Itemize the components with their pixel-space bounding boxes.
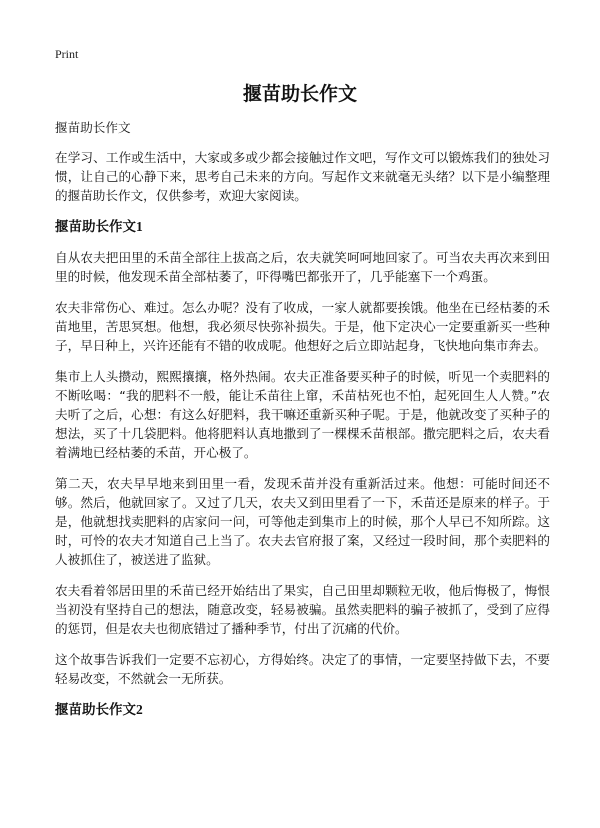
section-heading-1: 揠苗助长作文1 xyxy=(55,219,143,234)
article-body xyxy=(55,118,550,731)
page-title: 揠苗助长作文 xyxy=(242,83,357,105)
intro-paragraph: 在学习、工作或生活中，大家或多或少都会接触过作文吧，写作文可以锻炼我们的独处习惯，让自己的心静下来，思考自己未来的方向。写起作文来就毫无头绪？以下是小编整理的揠苗助长作文，仅供参考，欢迎大家阅读。 xyxy=(55,150,550,203)
paragraph: 自从农夫把田里的禾苗全部往上拔高之后，农夫就笑呵呵地回家了。可当农夫再次来到田里的时候，他发现禾苗全部枯萎了，吓得嘴巴都张开了，几乎能塞下一个鸡蛋。 xyxy=(55,250,550,284)
paragraph: 农夫非常伤心、难过。怎么办呢？没有了收成，一家人就都要挨饿。他坐在已经枯萎的禾苗地里，苦思冥想。他想，我必须尽快弥补损失。于是，他下定决心一定要重新买一些种子，早日种上，兴许还能有不错的收成呢。他想好之后立即站起身，飞快地向集市奔去。 xyxy=(55,300,550,353)
section-heading-2: 揠苗助长作文2 xyxy=(55,702,143,717)
paragraph: 集市上人头攒动，熙熙攘攘，格外热闹。农夫正准备要买种子的时候，听见一个卖肥料的不断吆喝：“我的肥料不一般，能让禾苗往上窜，禾苗枯死也不怕，起死回生人人赞。”农夫听了之后，心想：有这么好肥料，我干嘛还重新买种子呢。于是，他就改变了买种子的想法，买了十几袋肥料。他将肥料认真地撒到了一棵棵禾苗根部。撒完肥料之后，农夫看着满地已经枯萎的禾苗，开心极了。 xyxy=(55,369,550,460)
paragraph: 这个故事告诉我们一定要不忘初心，方得始终。决定了的事情，一定要坚持做下去，不要轻易改变，不然就会一无所获。 xyxy=(55,652,550,686)
article-subtitle: 揠苗助长作文 xyxy=(55,120,131,135)
print-link[interactable]: Print xyxy=(55,47,79,61)
paragraph: 农夫看着邻居田里的禾苗已经开始结出了果实，自己田里却颗粒无收，他后悔极了，悔恨当初没有坚持自己的想法，随意改变，轻易被骗。虽然卖肥料的骗子被抓了，受到了应得的惩罚，但是农夫也彻底错过了播种季节，付出了沉痛的代价。 xyxy=(55,583,550,636)
paragraph: 第二天，农夫早早地来到田里一看，发现禾苗并没有重新活过来。他想：可能时间还不够。然后，他就回家了。又过了几天，农夫又到田里看了一下，禾苗还是原来的样子。于是，他就想找卖肥料的店家问一问，可等他走到集市上的时候，那个人早已不知所踪。这时，可怜的农夫才知道自己上当了。农夫去官府报了案，又经过一段时间，那个卖肥料的人被抓住了，被送进了监狱。 xyxy=(55,476,550,567)
